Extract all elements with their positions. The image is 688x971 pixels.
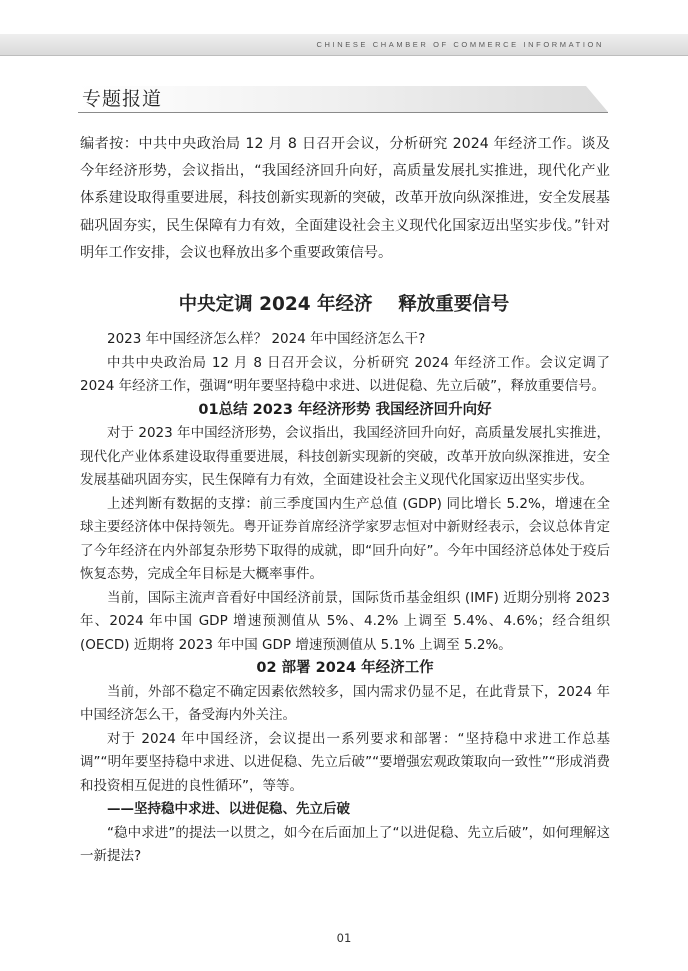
article-title: 中央定调 2024 年经济 释放重要信号 [178,294,510,315]
page-number: 01 [336,931,352,945]
article-body [80,328,610,869]
section-rule [78,112,608,113]
section-2-paragraph: 当前，外部不稳定不确定因素依然较多，国内需求仍显不足，在此背景下，2024 年中国经济怎么干，备受海内外关注。 [80,683,610,723]
section-2-heading: 02 部署 2024 年经济工作 [256,660,434,676]
section-1-heading: 01总结 2023 年经济形势 我国经济回升向好 [198,401,492,418]
header-rule [0,55,688,56]
section-1-paragraph: 当前，国际主流声音看好中国经济前景，国际货币基金组织 (IMF) 近期分别将 2023 年、2024 年中国 GDP 增速预测值从 5%、4.2% 上调至 5.4%、4.6%；经合组织 (OECD) 近期将 2023 年中国 GDP 增速预测值从 5.1% 上调至 5.2%。 [80,589,610,653]
section-2-paragraph: 对于 2024 年中国经济，会议提出一系列要求和部署：“坚持稳中求进工作总基调”“明年要坚持稳中求进、以进促稳、先立后破”“要增强宏观政策取向一致性”“形成消费和投资相互促进的良性循环”，等等。 [80,730,610,794]
intro-paragraph: 中共中央政治局 12 月 8 日召开会议，分析研究 2024 年经济工作。会议定调了 2024 年经济工作，强调“明年要坚持稳中求进、以进促稳、先立后破”，释放重要信号。 [80,354,610,394]
section-1-paragraph: 对于 2023 年中国经济形势，会议指出，我国经济回升向好，高质量发展扎实推进，现代化产业体系建设取得重要进展，科技创新实现新的突破，改革开放向纵深推进，安全发展基础巩固夯实，民生保障有力有效，全面建设社会主义现代化国家迈出坚实步伐。 [80,425,610,488]
section-2-subheading: ——坚持稳中求进、以进促稳、先立后破 [107,801,350,817]
publication-header: CHINESE CHAMBER OF COMMERCE INFORMATION [316,40,604,49]
section-title: 专题报道 [82,88,163,110]
section-2-closing: “稳中求进”的提法一以贯之，如今在后面加上了“以进促稳、先立后破”，如何理解这一新提法? [80,824,610,864]
intro-question: 2023 年中国经济怎么样？ 2024 年中国经济怎么干? [107,331,426,347]
editor-note: 编者按：中共中央政治局 12 月 8 日召开会议，分析研究 2024 年经济工作。谈及今年经济形势，会议指出，“我国经济回升向好，高质量发展扎实推进，现代化产业体系建设取得重要进展，科技创新实现新的突破，改革开放向纵深推进，安全发展基础巩固夯实，民生保障有力有效，全面建设社会主义现代化国家迈出坚实步伐。”针对明年工作安排，会议也释放出多个重要政策信号。 [80,136,610,261]
section-1-paragraph: 上述判断有数据的支撑：前三季度国内生产总值 (GDP) 同比增长 5.2%，增速在全球主要经济体中保持领先。粤开证券首席经济学家罗志恒对中新财经表示，会议总体肯定了今年经济在内外部复杂形势下取得的成就，即“回升向好”。今年中国经济总体处于疫后恢复态势，完成全年目标是大概率事件。 [80,495,610,582]
